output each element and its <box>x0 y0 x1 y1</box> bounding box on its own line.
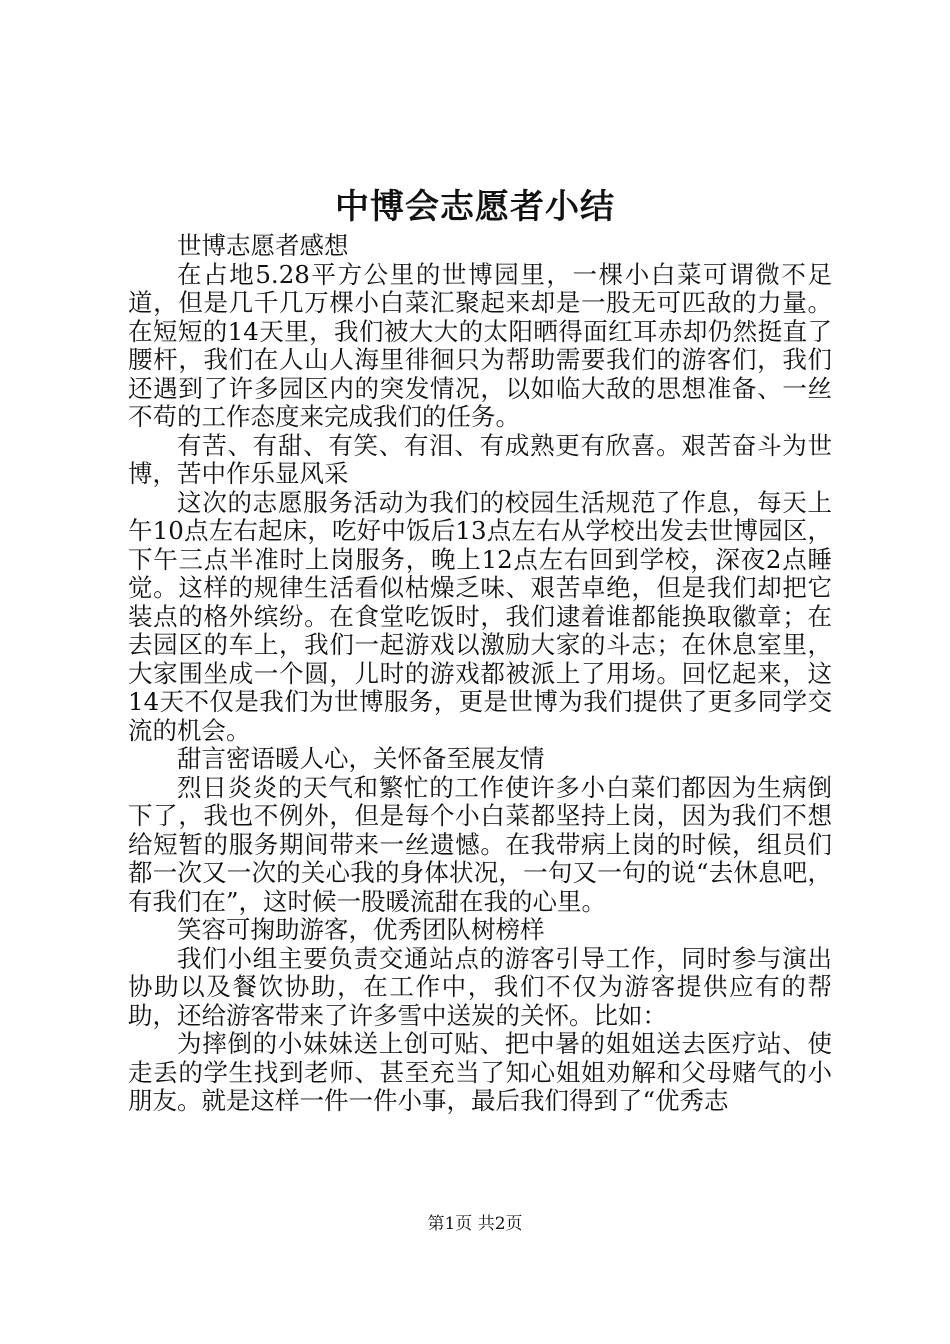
paragraph: 烈日炎炎的天气和繁忙的工作使许多小白菜们都因为生病倒下了，我也不例外，但是每个小白菜都坚持上岗，因为我们不想给短暂的服务期间带来一丝遗憾。在我带病上岗的时候，组员们都一次又一次的关心我的身体状况，一句又一句的说“去休息吧，有我们在”，这时候一股暖流甜在我的心里。 <box>128 772 832 916</box>
page-number-footer: 第1页 共2页 <box>427 1214 523 1234</box>
paragraph-heading: 甜言密语暖人心，关怀备至展友情 <box>177 744 545 773</box>
paragraph: 在占地5.28平方公里的世博园里，一棵小白菜可谓微不足道，但是几千几万棵小白菜汇聚起来却是一股无可匹敌的力量。在短短的14天里，我们被大大的太阳晒得面红耳赤却仍然挺直了腰杆，我们在人山人海里徘徊只为帮助需要我们的游客们，我们还遇到了许多园区内的突发情况，以如临大敌的思想准备、一丝不苟的工作态度来完成我们的任务。 <box>128 259 832 431</box>
page-title: 中博会志愿者小结 <box>335 187 615 227</box>
paragraph: 这次的志愿服务活动为我们的校园生活规范了作息，每天上午10点左右起床，吃好中饭后13点左右从学校出发去世博园区，下午三点半准时上岗服务，晚上12点左右回到学校，深夜2点睡觉。这样的规律生活看似枯燥乏味、艰苦卓绝，但是我们却把它装点的格外缤纷。在食堂吃饭时，我们逮着谁都能换取徽章；在去园区的车上，我们一起游戏以激励大家的斗志；在休息室里，大家围坐成一个圆，儿时的游戏都被派上了用场。回忆起来，这14天不仅是我们为世博服务，更是世博为我们提供了更多同学交流的机会。 <box>128 487 832 745</box>
paragraph: 我们小组主要负责交通站点的游客引导工作，同时参与演出协助以及餐饮协助，在工作中，我们不仅为游客提供应有的帮助，还给游客带来了许多雪中送炭的关怀。比如： <box>128 943 832 1030</box>
paragraph-heading: 笑容可掬助游客，优秀团队树榜样 <box>177 915 545 944</box>
document-body <box>128 232 832 1116</box>
paragraph-heading: 有苦、有甜、有笑、有泪、有成熟更有欣喜。艰苦奋斗为世博，苦中作乐显风采 <box>128 430 832 488</box>
paragraph: 为摔倒的小妹妹送上创可贴、把中暑的姐姐送去医疗站、使走丢的学生找到老师、甚至充当了知心姐姐劝解和父母赌气的小朋友。就是这样一件一件小事，最后我们得到了“优秀志 <box>128 1029 832 1115</box>
paragraph-heading: 世博志愿者感想 <box>177 231 349 260</box>
